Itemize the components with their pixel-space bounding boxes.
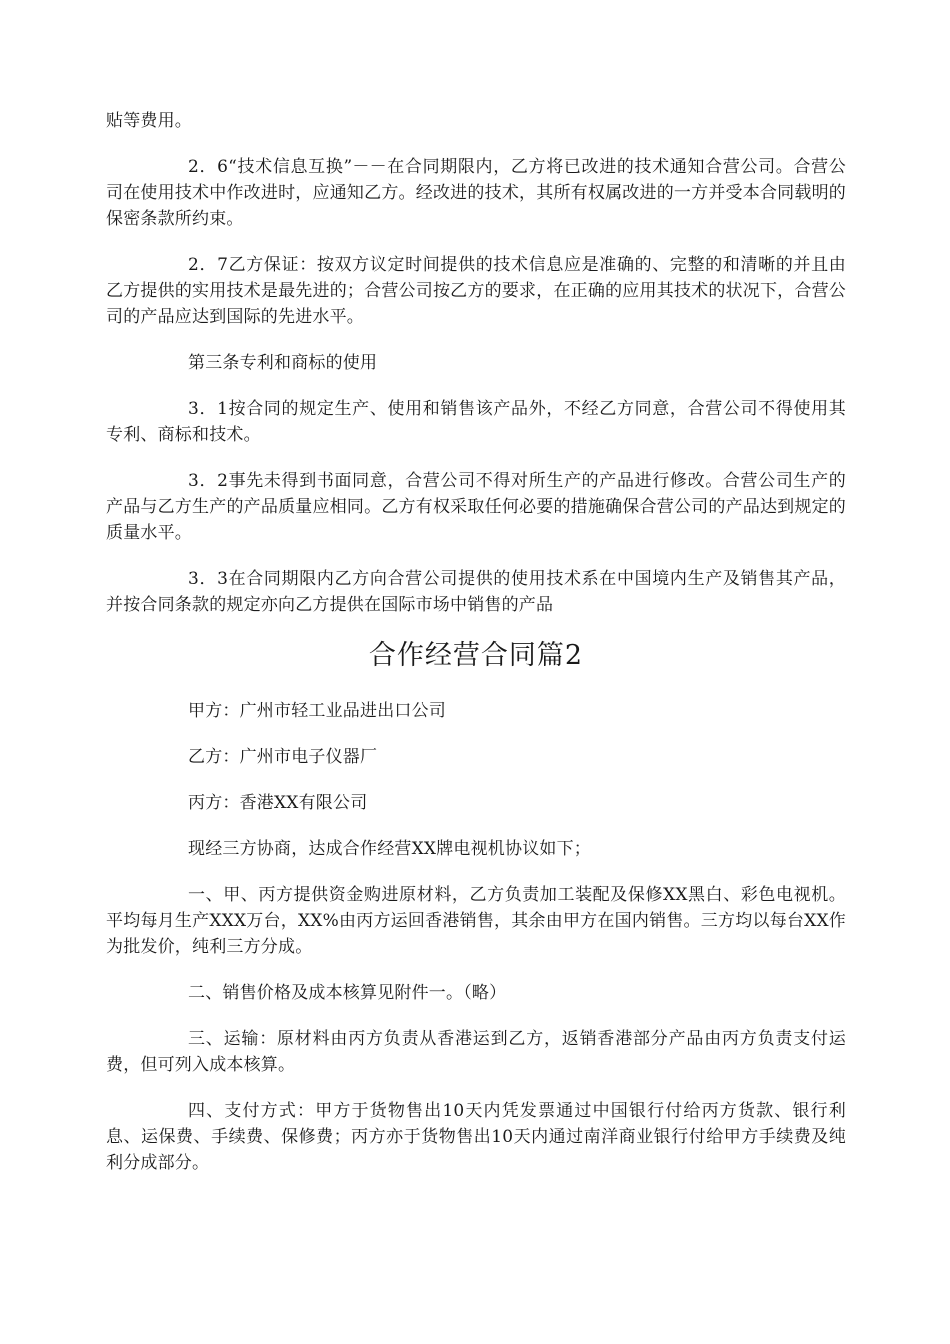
party-c: 丙方：香港XX有限公司 <box>188 793 368 813</box>
paragraph-continuation: 贴等费用。 <box>106 111 192 131</box>
article-1: 一、甲、丙方提供资金购进原材料，乙方负责加工装配及保修XX黑白、彩色电视机。平均每月生产XXX万台，XX%由丙方运回香港销售，其余由甲方在国内销售。三方均以每台XX作为批发价，纯利三方分成。 <box>106 885 846 957</box>
paragraph-clause-2-6: 2．6“技术信息互换”－－在合同期限内，乙方将已改进的技术通知合营公司。合营公司在使用技术中作改进时，应通知乙方。经改进的技术，其所有权属改进的一方并受本合同载明的保密条款所约束。 <box>106 157 846 229</box>
paragraph-clause-2-7: 2．7乙方保证：按双方议定时间提供的技术信息应是准确的、完整的和清晰的并且由乙方提供的实用技术是最先进的；合营公司按乙方的要求，在正确的应用其技术的状况下，合营公司的产品应达到国际的先进水平。 <box>106 255 846 327</box>
section-heading-article-3: 第三条专利和商标的使用 <box>188 353 378 373</box>
document-body <box>106 108 846 1196</box>
agreement-intro: 现经三方协商，达成合作经营XX牌电视机协议如下； <box>188 839 592 859</box>
article-2: 二、销售价格及成本核算见附件一。（略） <box>188 983 507 1003</box>
article-3: 三、运输：原材料由丙方负责从香港运到乙方，返销香港部分产品由丙方负责支付运费，但可列入成本核算。 <box>106 1029 846 1075</box>
paragraph-clause-3-2: 3．2事先未得到书面同意，合营公司不得对所生产的产品进行修改。合营公司生产的产品与乙方生产的产品质量应相同。乙方有权采取任何必要的措施确保合营公司的产品达到规定的质量水平。 <box>106 471 846 543</box>
party-a: 甲方：广州市轻工业品进出口公司 <box>188 701 446 721</box>
paragraph-clause-3-3: 3．3在合同期限内乙方向合营公司提供的使用技术系在中国境内生产及销售其产品，并按合同条款的规定亦向乙方提供在国际市场中销售的产品 <box>106 569 846 615</box>
party-b: 乙方：广州市电子仪器厂 <box>188 747 378 767</box>
paragraph-clause-3-1: 3．1按合同的规定生产、使用和销售该产品外，不经乙方同意，合营公司不得使用其专利、商标和技术。 <box>106 399 846 445</box>
document-title: 合作经营合同篇2 <box>368 640 584 671</box>
article-4: 四、支付方式：甲方于货物售出10天内凭发票通过中国银行付给丙方货款、银行利息、运保费、手续费、保修费；丙方亦于货物售出10天内通过南洋商业银行付给甲方手续费及纯利分成部分。 <box>106 1101 846 1173</box>
